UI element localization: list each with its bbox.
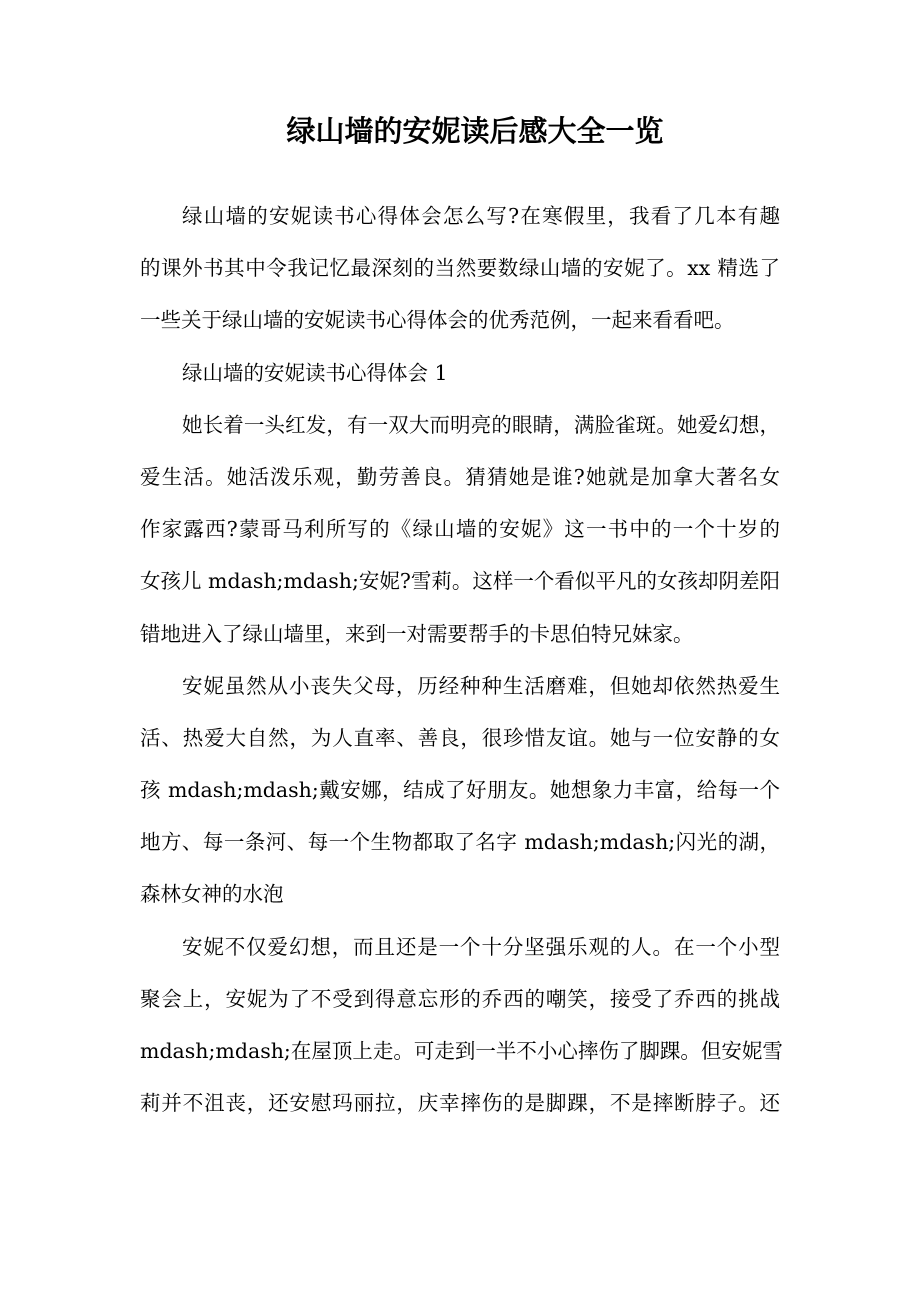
intro-line-2: 的课外书其中令我记忆最深刻的当然要数绿山墙的安妮了。xx 精选了 — [140, 256, 780, 281]
intro-line-3: 一些关于绿山墙的安妮读书心得体会的优秀范例，一起来看看吧。 — [140, 308, 735, 333]
paragraph-2-line-5: 森林女神的水泡 — [140, 882, 284, 907]
paragraph-1-line-4: 女孩儿 mdash;mdash;安妮?雪莉。这样一个看似平凡的女孩却阴差阳 — [140, 569, 780, 594]
paragraph-1-line-3: 作家露西?蒙哥马利所写的《绿山墙的安妮》这一书中的一个十岁的 — [140, 517, 780, 542]
paragraph-1-line-5: 错地进入了绿山墙里，来到一对需要帮手的卡思伯特兄妹家。 — [140, 621, 694, 646]
paragraph-3-line-4: 莉并不沮丧，还安慰玛丽拉，庆幸摔伤的是脚踝，不是摔断脖子。还 — [140, 1091, 780, 1116]
paragraph-2-line-3: 孩 mdash;mdash;戴安娜，结成了好朋友。她想象力丰富，给每一个 — [140, 778, 780, 803]
paragraph-2-line-1: 安妮虽然从小丧失父母，历经种种生活磨难，但她却依然热爱生 — [182, 673, 780, 698]
document-title: 绿山墙的安妮读后感大全一览 — [286, 114, 664, 148]
intro-line-1: 绿山墙的安妮读书心得体会怎么写?在寒假里，我看了几本有趣 — [182, 204, 780, 228]
paragraph-1-line-1: 她长着一头红发，有一双大而明亮的眼睛，满脸雀斑。她爱幻想， — [182, 412, 780, 437]
section-heading-1: 绿山墙的安妮读书心得体会 1 — [182, 360, 448, 385]
paragraph-3-line-2: 聚会上，安妮为了不受到得意忘形的乔西的嘲笑，接受了乔西的挑战 — [140, 986, 780, 1011]
paragraph-1-line-2: 爱生活。她活泼乐观，勤劳善良。猜猜她是谁?她就是加拿大著名女 — [140, 464, 780, 489]
paragraph-3-line-3: mdash;mdash;在屋顶上走。可走到一半不小心摔伤了脚踝。但安妮雪 — [140, 1039, 783, 1063]
document-body — [140, 190, 783, 1129]
paragraph-3-line-1: 安妮不仅爱幻想，而且还是一个十分坚强乐观的人。在一个小型 — [182, 934, 780, 959]
paragraph-2-line-4: 地方、每一条河、每一个生物都取了名字 mdash;mdash;闪光的湖， — [140, 830, 780, 855]
paragraph-2-line-2: 活、热爱大自然，为人直率、善良，很珍惜友谊。她与一位安静的女 — [140, 725, 780, 750]
